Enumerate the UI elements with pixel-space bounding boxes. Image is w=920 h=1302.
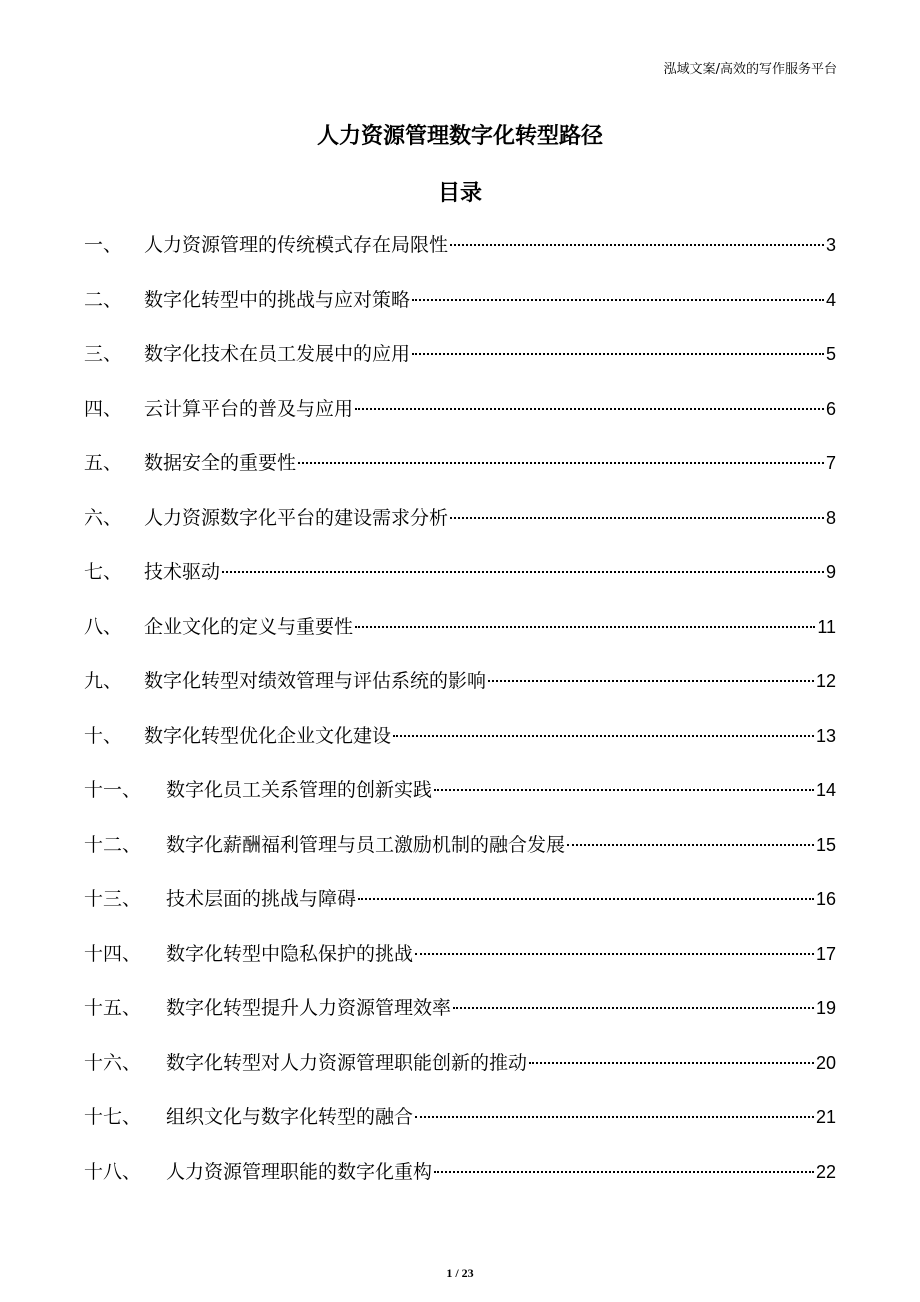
toc-entry-number: 十八、: [84, 1160, 142, 1183]
toc-entry-number: 十三、: [84, 888, 142, 910]
toc-entry[interactable]: [84, 448, 836, 503]
toc-entry-number: 十六、: [84, 1051, 142, 1074]
toc-leader-dots: [415, 953, 814, 955]
toc-entry[interactable]: [84, 884, 836, 939]
toc-entry-page: 19: [815, 998, 836, 1018]
toc-leader-dots: [412, 299, 824, 301]
toc-entry-title: 数字化薪酬福利管理与员工激励机制的融合发展: [166, 833, 566, 856]
toc-entry-number: 十一、: [84, 779, 142, 801]
table-of-contents: [84, 230, 836, 1211]
toc-entry-page: 12: [815, 671, 836, 691]
toc-entry-number: 六、: [84, 506, 123, 529]
header-brand-text: 泓域文案/高效的写作服务平台: [663, 62, 837, 77]
toc-leader-dots: [412, 353, 824, 355]
toc-entry-title: 数字化技术在员工发展中的应用: [144, 343, 411, 365]
toc-leader-dots: [222, 571, 824, 573]
toc-entry-page: 5: [825, 344, 836, 364]
toc-entry-title: 数字化转型优化企业文化建设: [144, 724, 392, 747]
toc-entry-number: 五、: [84, 452, 123, 474]
toc-entry-title: 人力资源数字化平台的建设需求分析: [144, 506, 449, 529]
toc-leader-dots: [358, 898, 814, 900]
toc-entry[interactable]: [84, 1102, 836, 1157]
toc-entry[interactable]: [84, 721, 836, 776]
toc-leader-dots: [434, 1171, 814, 1173]
toc-entry-number: 四、: [84, 397, 123, 420]
toc-entry-page: 16: [815, 889, 836, 909]
toc-entry-page: 11: [817, 616, 836, 637]
toc-leader-dots: [298, 462, 824, 464]
toc-entry-title: 数字化转型中隐私保护的挑战: [166, 942, 414, 965]
toc-entry-number: 十二、: [84, 833, 142, 856]
toc-leader-dots: [355, 408, 824, 410]
toc-leader-dots: [488, 680, 814, 682]
toc-heading: 目录: [437, 181, 482, 206]
toc-entry-page: 9: [825, 562, 836, 582]
toc-leader-dots: [355, 626, 815, 628]
toc-entry-page: 3: [825, 235, 836, 255]
toc-entry-title: 人力资源管理职能的数字化重构: [166, 1160, 433, 1183]
toc-entry-title: 数字化转型对人力资源管理职能创新的推动: [166, 1051, 528, 1074]
toc-entry-title: 组织文化与数字化转型的融合: [166, 1106, 414, 1128]
toc-entry-number: 九、: [84, 670, 123, 692]
toc-entry-page: 17: [815, 943, 836, 964]
toc-entry-number: 十四、: [84, 942, 142, 965]
toc-entry[interactable]: [84, 612, 836, 667]
toc-entry-title: 数据安全的重要性: [144, 452, 297, 474]
toc-entry-title: 数字化转型对绩效管理与评估系统的影响: [144, 670, 487, 692]
toc-leader-dots: [529, 1062, 814, 1064]
toc-entry-number: 十七、: [84, 1106, 142, 1128]
toc-entry[interactable]: [84, 1048, 836, 1103]
toc-leader-dots: [434, 789, 814, 791]
toc-entry-page: 13: [815, 725, 836, 746]
toc-entry-page: 22: [815, 1161, 836, 1182]
toc-entry-page: 7: [825, 453, 836, 473]
toc-leader-dots: [450, 517, 824, 519]
toc-leader-dots: [453, 1007, 814, 1009]
toc-entry-number: 十、: [84, 724, 123, 747]
toc-entry-title: 人力资源管理的传统模式存在局限性: [144, 234, 449, 256]
toc-entry-page: 6: [825, 398, 836, 419]
toc-entry-page: 4: [825, 289, 836, 310]
toc-entry[interactable]: [84, 666, 836, 721]
toc-leader-dots: [567, 844, 814, 846]
toc-entry-title: 数字化转型提升人力资源管理效率: [166, 997, 452, 1019]
toc-entry[interactable]: [84, 993, 836, 1048]
toc-entry-number: 一、: [84, 234, 123, 256]
toc-leader-dots: [450, 244, 824, 246]
toc-entry-page: 20: [815, 1052, 836, 1073]
toc-entry[interactable]: [84, 394, 836, 449]
document-title: 人力资源管理数字化转型路径: [316, 124, 603, 149]
toc-entry-title: 技术层面的挑战与障碍: [166, 888, 357, 910]
toc-entry[interactable]: [84, 830, 836, 885]
toc-entry-number: 三、: [84, 343, 123, 365]
toc-entry-title: 技术驱动: [144, 561, 221, 583]
toc-entry-title: 数字化员工关系管理的创新实践: [166, 779, 433, 801]
toc-entry[interactable]: [84, 285, 836, 340]
toc-entry-number: 二、: [84, 288, 123, 311]
toc-entry-number: 十五、: [84, 997, 142, 1019]
toc-entry[interactable]: [84, 339, 836, 394]
toc-entry-number: 七、: [84, 561, 123, 583]
toc-leader-dots: [415, 1116, 814, 1118]
toc-entry[interactable]: [84, 230, 836, 285]
toc-entry[interactable]: [84, 503, 836, 558]
toc-entry[interactable]: [84, 1157, 836, 1212]
toc-entry-title: 企业文化的定义与重要性: [144, 615, 354, 638]
toc-entry-title: 云计算平台的普及与应用: [144, 397, 354, 420]
toc-entry-page: 14: [815, 780, 836, 800]
toc-entry[interactable]: [84, 939, 836, 994]
toc-entry-title: 数字化转型中的挑战与应对策略: [144, 288, 411, 311]
toc-entry[interactable]: [84, 775, 836, 830]
toc-entry-page: 8: [825, 507, 836, 528]
toc-entry-page: 15: [815, 834, 836, 855]
toc-entry-number: 八、: [84, 615, 123, 638]
toc-entry-page: 21: [815, 1107, 836, 1127]
page-indicator: 1 / 23: [446, 1266, 474, 1280]
toc-entry[interactable]: [84, 557, 836, 612]
toc-leader-dots: [393, 735, 814, 737]
